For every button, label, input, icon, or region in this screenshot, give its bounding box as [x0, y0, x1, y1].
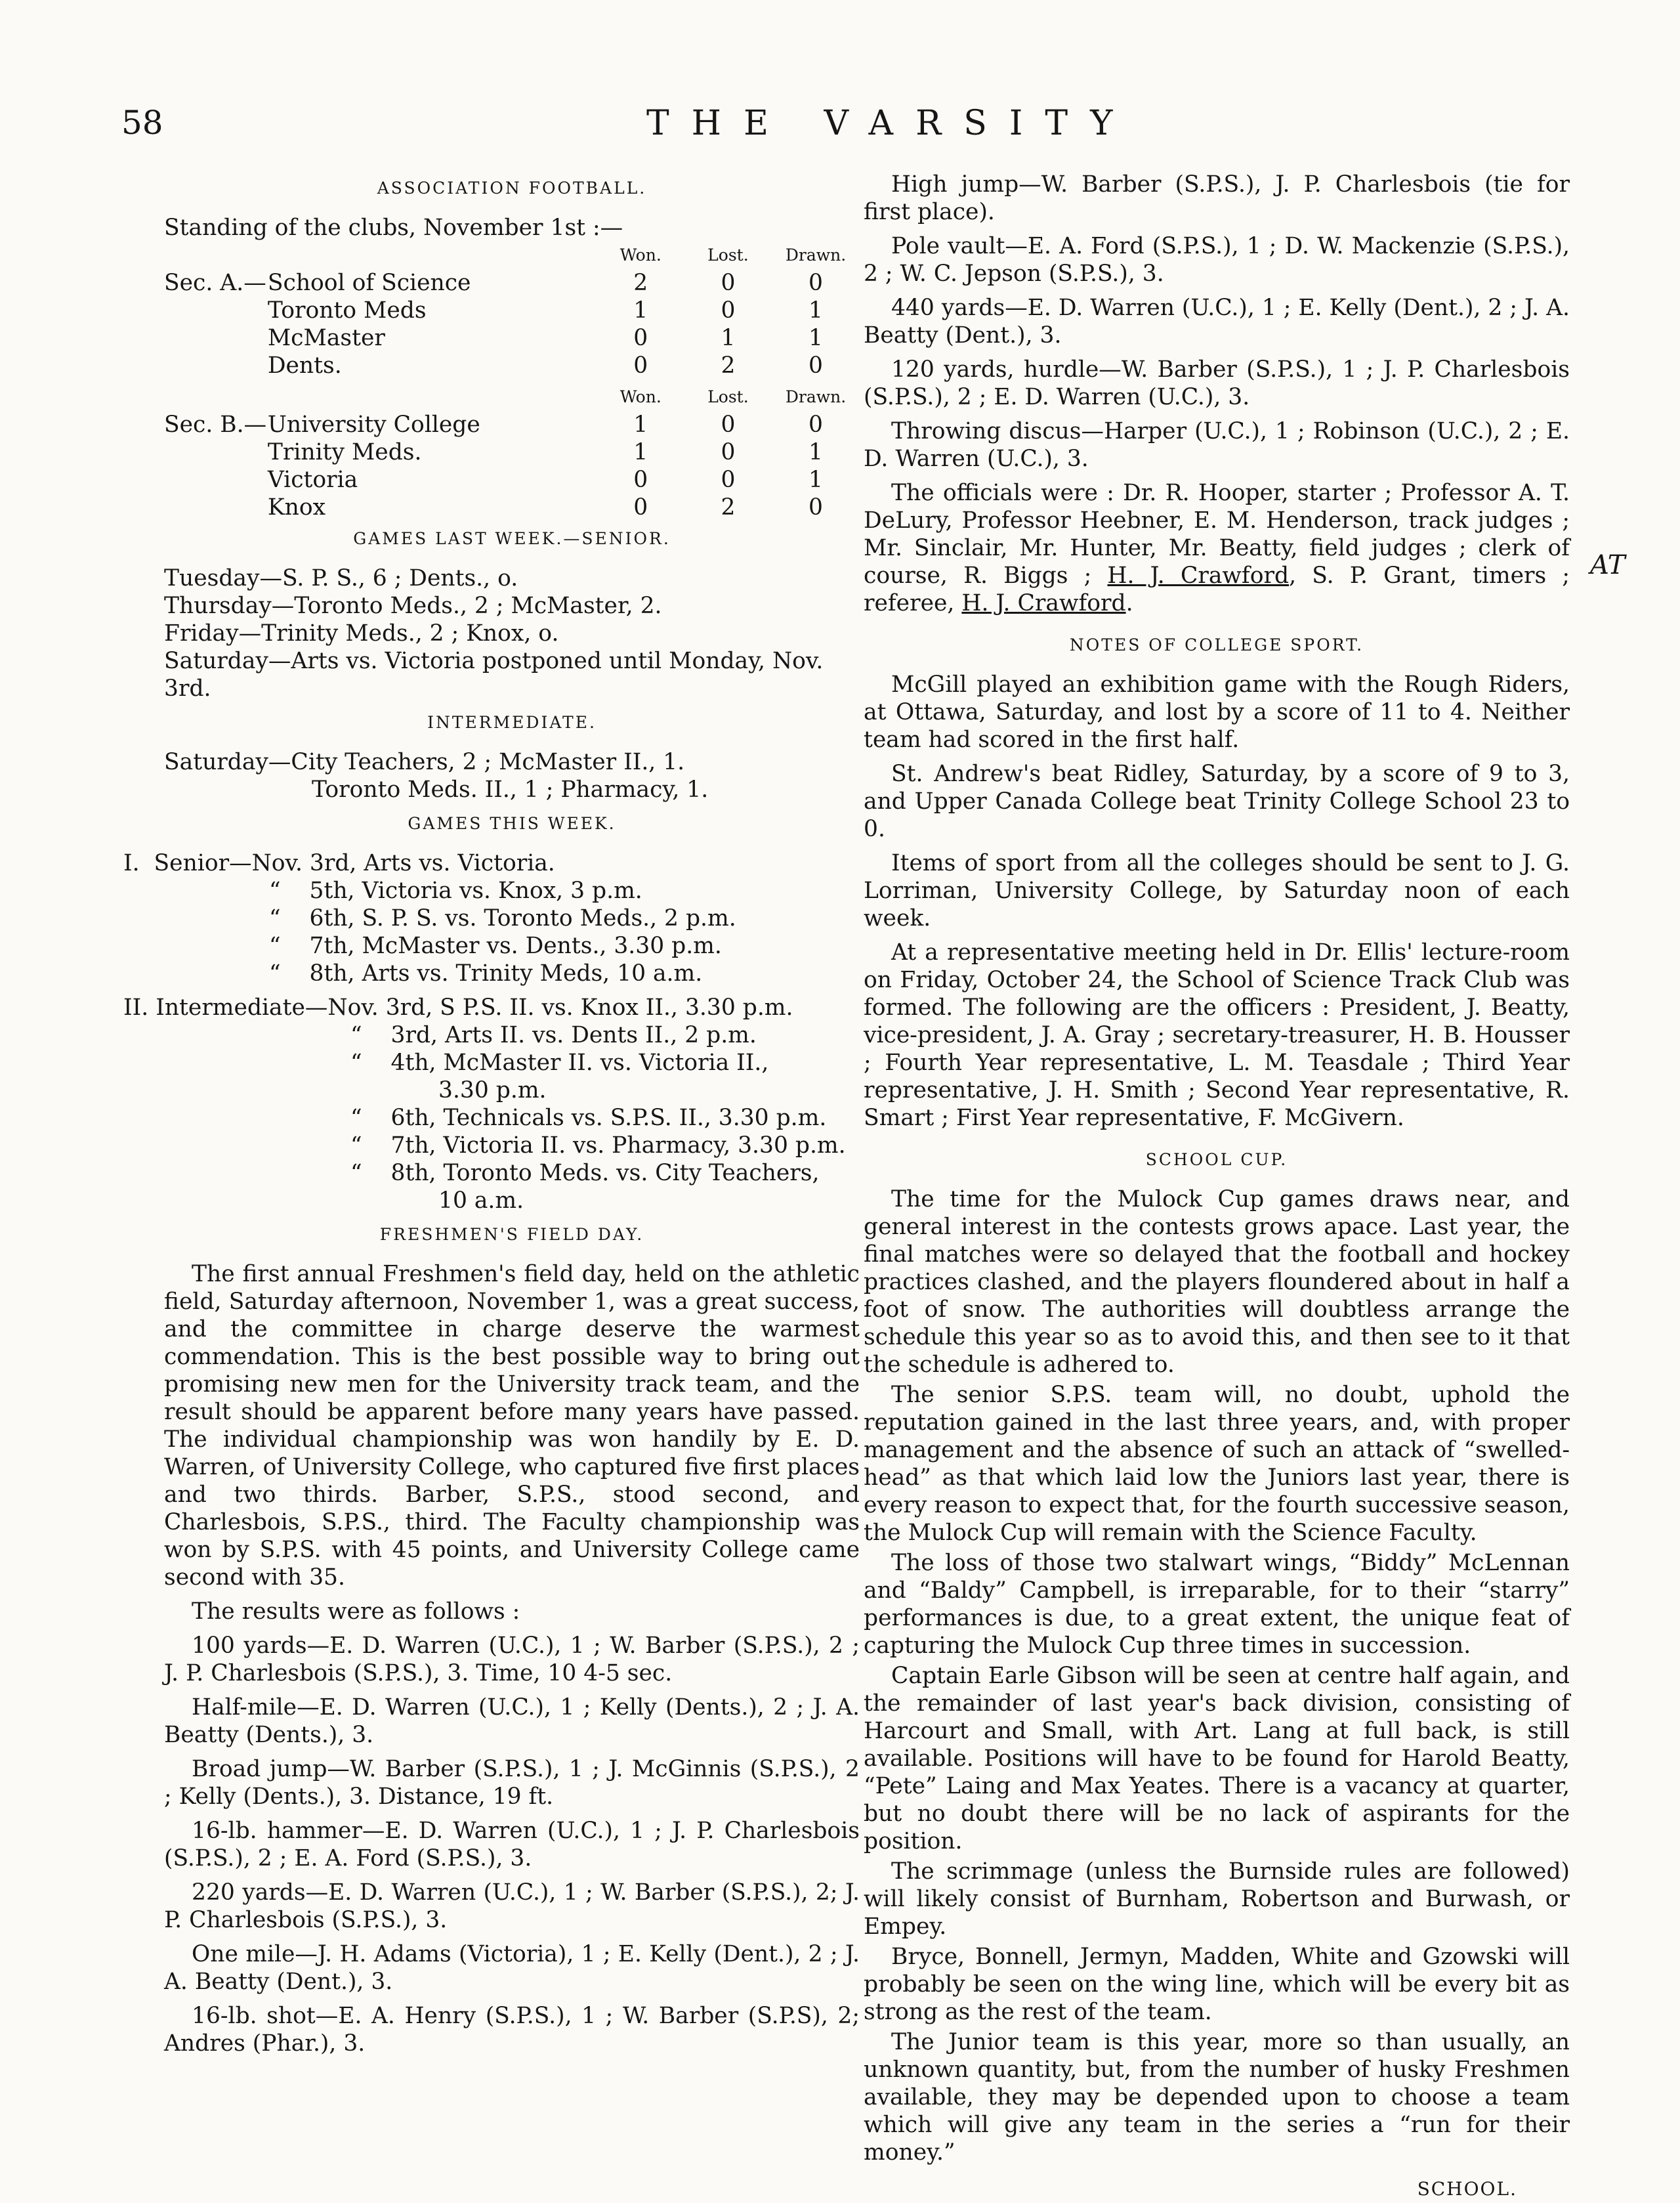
right-column: [864, 171, 1570, 2203]
drawn-count: 1: [808, 439, 823, 465]
club-name: Dents.: [267, 353, 342, 379]
timer-name-underlined: H. J. Crawford: [1107, 563, 1290, 589]
club-name: Toronto Meds: [267, 297, 427, 324]
senior-schedule: [123, 849, 860, 987]
list-item: “ 3rd, Arts II. vs. Dents II., 2 p.m.: [350, 1022, 757, 1048]
result-item: Half-mile—E. D. Warren (U.C.), 1 ; Kelly (Dents.), 2 ; J. A. Beatty (Dents.), 3.: [164, 1694, 860, 1748]
list-item: “ 6th, Technicals vs. S.P.S. II., 3.30 p.m.: [350, 1105, 827, 1131]
section-label: Sec. B.—: [164, 412, 267, 438]
freshmens-field-day-heading: FRESHMEN'S FIELD DAY.: [379, 1225, 644, 1244]
field-day-paragraph: The first annual Freshmen's field day, held on the athletic field, Saturday afternoon, November 1, was a great success, and the committee in charge deserve the warmest commendation. This is the best possible way to bring out promising new men for the University track team, and the result should be apparent before many years have passed. The individual championship was won handily by E. D. Warren, of University College, who captured five first places and two thirds. Barber, S.P.S., stood second, and Charlesbois, S.P.S., third. The Faculty championship was won by S.P.S. with 45 points, and University College came second with 35.: [164, 1261, 860, 1591]
result-item: Pole vault—E. A. Ford (S.P.S.), 1 ; D. W. Mackenzie (S.P.S.), 2 ; W. C. Jepson (S.P.S.), 3.: [864, 233, 1570, 287]
page-number: 58: [121, 104, 163, 142]
result-item: 100 yards—E. D. Warren (U.C.), 1 ; W. Barber (S.P.S.), 2 ; J. P. Charlesbois (S.P.S.), 3. Time, 10 4-5 sec.: [164, 1633, 860, 1686]
drawn-count: 0: [808, 270, 823, 296]
won-count: 0: [633, 353, 648, 379]
intermediate-heading: INTERMEDIATE.: [427, 713, 597, 732]
won-count: 2: [633, 270, 648, 296]
header-lost: Lost.: [707, 387, 749, 406]
result-item: High jump—W. Barber (S.P.S.), J. P. Charlesbois (tie for first place).: [864, 171, 1570, 225]
result-item: One mile—J. H. Adams (Victoria), 1 ; E. Kelly (Dent.), 2 ; J. A. Beatty (Dent.), 3.: [164, 1941, 860, 1995]
list-item: Tuesday—S. P. S., 6 ; Dents., o.: [164, 565, 518, 591]
table-row: [164, 269, 860, 297]
result-item: 16-lb. shot—E. A. Henry (S.P.S.), 1 ; W. Barber (S.P.S), 2; Andres (Phar.), 3.: [164, 2003, 860, 2057]
cup-paragraph: The loss of those two stalwart wings, “Biddy” McLennan and “Baldy” Campbell, is irreparable, for to their “starry” performances is due, to a great extent, the unique feat of capturing the Mulock Cup three times in succession.: [864, 1550, 1570, 1659]
list-item: “ 6th, S. P. S. vs. Toronto Meds., 2 p.m.: [269, 905, 736, 931]
list-item: Saturday—Arts vs. Victoria postponed until Monday, Nov. 3rd.: [164, 648, 824, 702]
won-count: 1: [633, 412, 648, 438]
drawn-count: 1: [808, 467, 823, 493]
won-count: 1: [633, 439, 648, 465]
list-item: Thursday—Toronto Meds., 2 ; McMaster, 2.: [164, 593, 662, 619]
games-last-week-list: [164, 565, 860, 702]
officials-text-a: The officials were : Dr. R. Hooper, starter ; Professor A. T. DeLury, Professor Heebner, E. M. Henderson, track judges ; Mr. Sinclair, Mr. Hunter, Mr. Beatty, field judges ; clerk of course, R. Biggs ;: [864, 480, 1570, 589]
lost-count: 0: [721, 439, 736, 465]
standings-column-headers: [164, 242, 860, 269]
standing-intro: Standing of the clubs, November 1st :—: [164, 215, 623, 241]
note-paragraph: St. Andrew's beat Ridley, Saturday, by a score of 9 to 3, and Upper Canada College beat Trinity College School 23 to 0.: [864, 761, 1570, 842]
cup-paragraph: Bryce, Bonnell, Jermyn, Madden, White and Gzowski will probably be seen on the wing line, which will be every bit as strong as the rest of the team.: [864, 1944, 1570, 2025]
result-item: Throwing discus—Harper (U.C.), 1 ; Robinson (U.C.), 2 ; E. D. Warren (U.C.), 3.: [864, 418, 1570, 472]
lost-count: 2: [721, 494, 736, 521]
cup-paragraph: The time for the Mulock Cup games draws near, and general interest in the contests grows apace. Last year, the final matches were so delayed that the football and hockey practices clashed, and the players floundered about in half a foot of snow. The authorities will doubtless arrange the schedule this year so as to avoid this, and then see to it that the schedule is adhered to.: [864, 1186, 1570, 1378]
lost-count: 1: [721, 325, 736, 351]
note-paragraph: McGill played an exhibition game with the Rough Riders, at Ottawa, Saturday, and lost by a score of 11 to 4. Neither team had scored in the first half.: [864, 672, 1570, 753]
result-item: 220 yards—E. D. Warren (U.C.), 1 ; W. Barber (S.P.S.), 2; J. P. Charlesbois (S.P.S.), 3.: [164, 1879, 860, 1933]
table-row: [164, 324, 860, 352]
notes-of-college-sport-heading: NOTES OF COLLEGE SPORT.: [1069, 635, 1364, 654]
list-item: “ 7th, McMaster vs. Dents., 3.30 p.m.: [269, 933, 722, 959]
header-lost: Lost.: [707, 246, 749, 265]
results-intro: The results were as follows :: [192, 1598, 520, 1625]
drawn-count: 1: [808, 325, 823, 351]
standings-table-sec-b: [164, 383, 860, 521]
club-name: Victoria: [267, 467, 358, 493]
lost-count: 2: [721, 353, 736, 379]
section-label: Sec. A.—: [164, 270, 266, 296]
list-item: “ 4th, McMaster II. vs. Victoria II.,: [350, 1050, 769, 1076]
cup-paragraph: The scrimmage (unless the Burnside rules are followed) will likely consist of Burnham, Robertson and Burwash, or Empey.: [864, 1858, 1570, 1940]
drawn-count: 0: [808, 494, 823, 521]
lost-count: 0: [721, 467, 736, 493]
lost-count: 0: [721, 297, 736, 324]
list-item: II. Intermediate—Nov. 3rd, S P.S. II. vs. Knox II., 3.30 p.m.: [123, 995, 793, 1021]
intermediate-results: [164, 748, 860, 803]
result-item: 120 yards, hurdle—W. Barber (S.P.S.), 1 ; J. P. Charlesbois (S.P.S.), 2 ; E. D. Warren (U.C.), 3.: [864, 356, 1570, 410]
table-row: [164, 352, 860, 379]
standings-column-headers: [164, 383, 860, 411]
school-cup-heading: SCHOOL CUP.: [1145, 1150, 1288, 1169]
officials-text-c: .: [1125, 590, 1133, 616]
left-column: [123, 171, 860, 2064]
page-header: [0, 104, 1680, 156]
header-drawn: Drawn.: [785, 246, 847, 265]
lost-count: 0: [721, 270, 736, 296]
list-item: Saturday—City Teachers, 2 ; McMaster II., 1.: [164, 749, 685, 775]
note-paragraph: At a representative meeting held in Dr. Ellis' lecture-room on Friday, October 24, the School of Science Track Club was formed. The following are the officers : President, J. Beatty, vice-president, J. A. Gray ; secretary-treasurer, H. B. Housser ; Fourth Year representative, L. M. Teasdale ; Third Year representative, J. H. Smith ; Second Year representative, R. Smart ; First Year representative, F. McGivern.: [864, 939, 1570, 1131]
cup-paragraph: The Junior team is this year, more so than usually, an unknown quantity, but, from the number of husky Freshmen available, they may be depended upon to choose a team which will give any team in the series a “run for their money.”: [864, 2029, 1570, 2166]
club-name: School of Science: [267, 270, 471, 296]
cup-paragraph: Captain Earle Gibson will be seen at centre half again, and the remainder of last year's back division, consisting of Harcourt and Small, with Art. Lang at full back, is still available. Positions will have to be found for Harold Beatty, “Pete” Laing and Max Yeates. There is a vacancy at quarter, but no doubt there will be no lack of aspirants for the position.: [864, 1663, 1570, 1854]
won-count: 0: [633, 467, 648, 493]
signoff: SCHOOL.: [1417, 2178, 1517, 2200]
standings-table-sec-a: [164, 242, 860, 379]
list-item: “ 5th, Victoria vs. Knox, 3 p.m.: [269, 878, 642, 904]
drawn-count: 1: [808, 297, 823, 324]
result-item: 16-lb. hammer—E. D. Warren (U.C.), 1 ; J. P. Charlesbois (S.P.S.), 2 ; E. A. Ford (S.P.S.), 3.: [164, 1818, 860, 1871]
referee-name-underlined: H. J. Crawford: [961, 590, 1126, 616]
association-football-heading: ASSOCIATION FOOTBALL.: [377, 179, 647, 198]
list-item: Friday—Trinity Meds., 2 ; Knox, o.: [164, 620, 559, 647]
header-won: Won.: [620, 387, 662, 406]
won-count: 1: [633, 297, 648, 324]
table-row: [164, 438, 860, 466]
list-item: I. Senior—Nov. 3rd, Arts vs. Victoria.: [123, 850, 555, 876]
list-item: Toronto Meds. II., 1 ; Pharmacy, 1.: [312, 777, 709, 803]
list-item: 3.30 p.m.: [438, 1077, 547, 1103]
club-name: McMaster: [267, 325, 385, 351]
officials-text-b: , S. P. Grant, timers ; referee,: [864, 563, 1570, 616]
table-row: [164, 297, 860, 324]
header-won: Won.: [620, 246, 662, 265]
cup-paragraph: The senior S.P.S. team will, no doubt, uphold the reputation gained in the last three years, and, with proper management and the absence of such an attack of “swelled-head” as that which laid low the Juniors last year, there is every reason to expect that, for the fourth successive season, the Mulock Cup will remain with the Science Faculty.: [864, 1382, 1570, 1546]
masthead-title: THE VARSITY: [646, 104, 1135, 143]
result-item: Broad jump—W. Barber (S.P.S.), 1 ; J. McGinnis (S.P.S.), 2 ; Kelly (Dents.), 3. Distance, 19 ft.: [164, 1756, 860, 1810]
table-row: [164, 466, 860, 494]
list-item: “ 8th, Toronto Meds. vs. City Teachers,: [350, 1160, 820, 1186]
won-count: 0: [633, 494, 648, 521]
lost-count: 0: [721, 412, 736, 438]
result-item: 440 yards—E. D. Warren (U.C.), 1 ; E. Kelly (Dent.), 2 ; J. A. Beatty (Dent.), 3.: [864, 295, 1570, 349]
club-name: University College: [267, 412, 480, 438]
won-count: 0: [633, 325, 648, 351]
note-paragraph: Items of sport from all the colleges should be sent to J. G. Lorriman, University College, by Saturday noon of each week.: [864, 850, 1570, 931]
officials-paragraph: [864, 479, 1570, 617]
drawn-count: 0: [808, 353, 823, 379]
table-row: [164, 411, 860, 438]
table-row: [164, 494, 860, 521]
games-last-week-heading: GAMES LAST WEEK.—SENIOR.: [353, 529, 671, 548]
list-item: 10 a.m.: [438, 1187, 524, 1214]
club-name: Trinity Meds.: [267, 439, 422, 465]
handwritten-margin-note: AT: [1590, 550, 1626, 580]
games-this-week-heading: GAMES THIS WEEK.: [408, 814, 616, 833]
header-drawn: Drawn.: [785, 387, 847, 406]
drawn-count: 0: [808, 412, 823, 438]
list-item: “ 8th, Arts vs. Trinity Meds, 10 a.m.: [269, 960, 703, 987]
club-name: Knox: [267, 494, 326, 521]
list-item: “ 7th, Victoria II. vs. Pharmacy, 3.30 p.m.: [350, 1132, 846, 1159]
intermediate-schedule: [123, 994, 860, 1214]
